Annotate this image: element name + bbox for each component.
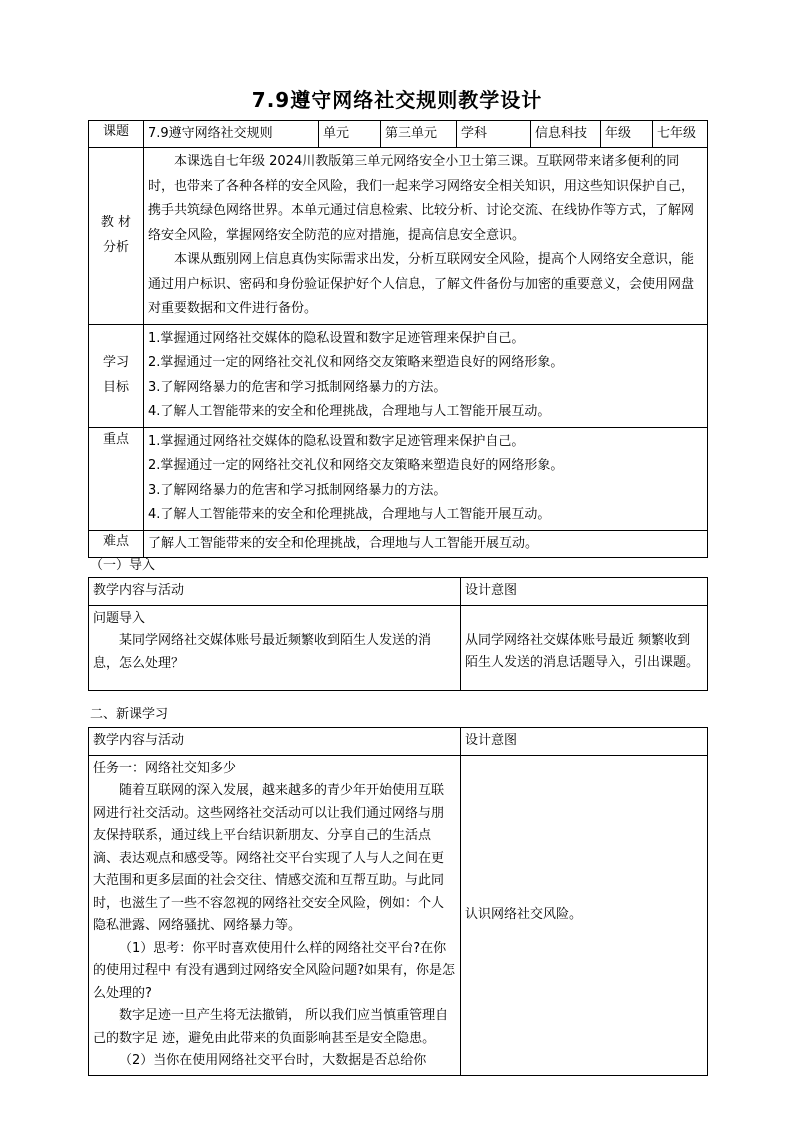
new-lesson-col-intent-header: 设计意图	[461, 728, 708, 756]
grade-label: 年级	[601, 121, 653, 148]
goal-item: 1.掌握通过网络社交媒体的隐私设置和数字足迹管理来保护自己。	[148, 330, 525, 346]
intro-col-intent-header: 设计意图	[461, 578, 708, 606]
goal-item: 3.了解网络暴力的危害和学习抵制网络暴力的方法。	[148, 379, 447, 395]
topic-label: 课题	[89, 121, 144, 148]
goal-item: 2.掌握通过一定的网络社交礼仪和网络交友策略来塑造良好的网络形象。	[148, 355, 564, 370]
intro-table	[88, 577, 708, 691]
key-point-item: 3.了解网络暴力的危害和学习抵制网络暴力的方法。	[148, 482, 447, 498]
grade-value: 七年级	[653, 121, 708, 148]
difficulty-row	[89, 530, 708, 557]
goals-label-line1: 学习	[102, 355, 129, 370]
new-lesson-body-row	[89, 755, 708, 1075]
goals-label-line2: 目标	[102, 379, 129, 395]
difficulty-label: 难点	[89, 530, 144, 557]
goals-row	[89, 324, 708, 427]
goals-label	[89, 324, 144, 427]
new-lesson-intent-cell	[461, 755, 708, 1075]
info-row	[89, 121, 708, 148]
material-label-line2: 分析	[102, 239, 129, 255]
lesson-para-2: （1）思考：你平时喜欢使用什么样的网络社交平台?在你的使用过程中 有没有遇到过网络安全风险问题?如果有，你是怎么处理的?	[93, 940, 456, 1001]
intro-intent: 从同学网络社交媒体账号最近 频繁收到陌生人发送的消息话题导入，引出课题。	[465, 632, 700, 670]
topic-value: 7.9遵守网络社交规则	[144, 121, 319, 148]
new-lesson-content-cell	[89, 755, 461, 1075]
lesson-para-3: 数字足迹一旦产生将无法撤销， 所以我们应当慎重管理自己的数字足 迹，避免由此带来的负面影响甚至是安全隐患。	[93, 1008, 449, 1046]
unit-value: 第三单元	[381, 121, 457, 148]
key-point-item: 2.掌握通过一定的网络社交礼仪和网络交友策略来塑造良好的网络形象。	[148, 458, 564, 473]
intro-subheading: 问题导入	[93, 610, 146, 626]
page-title: 7.9遵守网络社交规则教学设计	[251, 88, 543, 112]
material-content	[144, 148, 708, 325]
material-para-2: 本课从甄别网上信息真伪实际需求出发，分析互联网安全风险，提高个人网络安全意识，能通过用户标识、密码和身份验证保护好个人信息，了解文件备份与加密的重要意义，会使用网盘对重要数据和文件进行备份。	[148, 252, 695, 316]
difficulty-content: 了解人工智能带来的安全和伦理挑战，合理地与人工智能开展互动。	[144, 530, 708, 557]
lesson-info-table	[88, 120, 708, 558]
subject-value: 信息科技	[531, 121, 601, 148]
goal-item: 4.了解人工智能带来的安全和伦理挑战，合理地与人工智能开展互动。	[148, 404, 551, 419]
intro-content-cell	[89, 605, 461, 690]
lesson-para-1: 随着互联网的深入发展，越来越多的青少年开始使用互联 网进行社交活动。这些网络社交活动可以让我们通过网络与朋 友保持联系，通过线上平台结识新朋友、分享自己的生活点 滴、表达观点和感受等。网络社交平台实现了人与人之间在更 大范围和更多层面的社会交往、情感交流和互帮互助。与此同 时，也滋生了一些不容忽视的网络社交安全风险，例如：个人 隐私泄露、网络骚扰、网络暴力等。	[93, 783, 445, 933]
goals-content	[144, 324, 708, 427]
intro-header-row	[89, 578, 708, 606]
material-para-1: 本课选自七年级 2024川教版第三单元网络安全小卫士第三课。互联网带来诸多便利的同时，也带来了各种各样的安全风险，我们一起来学习网络安全相关知识，用这些知识保护自己，携手共筑绿色网络世界。本单元通过信息检索、比较分析、讨论交流、在线协作等方式，了解网络安全风险，掌握网络安全防范的应对措施，提高信息安全意识。	[148, 154, 695, 243]
subject-label: 学科	[457, 121, 531, 148]
new-lesson-col-content-header: 教学内容与活动	[89, 728, 461, 756]
intro-content: 某同学网络社交媒体账号最近频繁收到陌生人发送的消息，怎么处理？	[93, 633, 432, 671]
material-row	[89, 148, 708, 325]
key-points-row	[89, 427, 708, 530]
intro-intent-cell	[461, 605, 708, 690]
key-points-label: 重点	[89, 427, 144, 530]
key-points-content	[144, 427, 708, 530]
new-lesson-heading: 二、新课学习	[90, 707, 169, 722]
intro-heading: （一）导入	[90, 558, 156, 573]
intro-body-row	[89, 605, 708, 690]
new-lesson-intent: 认识网络社交风险。	[465, 906, 583, 922]
key-point-item: 4.了解人工智能带来的安全和伦理挑战，合理地与人工智能开展互动。	[148, 507, 551, 522]
material-label	[89, 148, 144, 325]
unit-label: 单元	[319, 121, 381, 148]
material-label-line1: 教 材	[100, 215, 132, 231]
new-lesson-table	[88, 727, 708, 1076]
new-lesson-header-row	[89, 728, 708, 756]
key-point-item: 1.掌握通过网络社交媒体的隐私设置和数字足迹管理来保护自己。	[148, 433, 525, 449]
intro-col-content-header: 教学内容与活动	[89, 578, 461, 606]
task-heading: 任务一：网络社交知多少	[93, 760, 237, 776]
lesson-para-4: （2）当你在使用网络社交平台时，大数据是否总给你	[119, 1053, 427, 1068]
